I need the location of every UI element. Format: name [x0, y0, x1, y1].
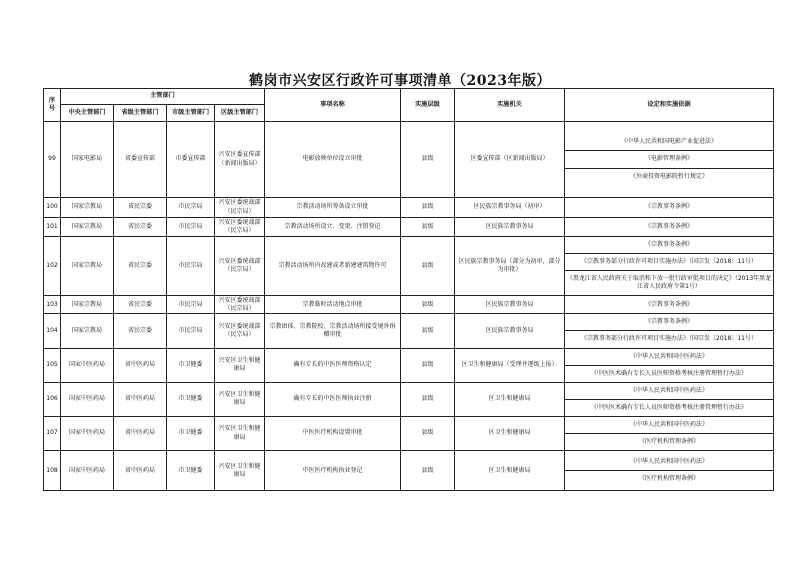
agency-cell: 区委宣传部（区新闻出版局） [455, 122, 565, 198]
district-cell: 兴安区委统战部（民宗局） [215, 237, 265, 296]
central-cell: 国家宗教局 [61, 218, 114, 237]
central-cell: 国家中医药局 [61, 348, 114, 382]
central-cell: 国家宗教局 [61, 198, 114, 218]
basis-item: 《中华人民共和国中医药法》 [629, 458, 708, 466]
permit-table [43, 88, 774, 491]
basis-item: 《医疗机构管理条例》 [565, 470, 774, 487]
header-seq: 序号 [44, 89, 61, 122]
table-row [44, 348, 774, 382]
district-cell: 兴安区委宣传部（新闻出版局） [215, 122, 265, 198]
header-basis: 设定和实施依据 [565, 89, 774, 122]
basis-item: 《黑龙江省人民政府关于取消和下放一批行政审批项目的决定》（2013年黑龙江省人民政府令第1号） [565, 270, 774, 295]
province-cell: 省中医药局 [114, 416, 167, 450]
seq-cell: 101 [44, 218, 61, 237]
district-cell: 兴安区卫生和健康局 [215, 382, 265, 416]
basis-item: 《宗教事务条例》 [644, 241, 693, 248]
basis-item: 《外商投资电影院暂行规定》 [565, 168, 774, 185]
basis-item: 《宗教事务条例》 [644, 318, 693, 326]
item-name-cell: 宗教活动场所设立、变更、注销登记 [265, 218, 401, 237]
table-row [44, 314, 774, 348]
basis-item: 《宗教事务条例》 [644, 222, 693, 230]
table-row [44, 122, 774, 198]
seq-cell: 103 [44, 296, 61, 314]
level-cell: 县级 [401, 451, 455, 491]
seq-cell: 102 [44, 237, 61, 296]
province-cell: 省委宣传部 [114, 122, 167, 198]
level-cell: 县级 [401, 348, 455, 382]
basis-cell [565, 314, 774, 348]
district-cell: 兴安区卫生和健康局 [215, 451, 265, 491]
basis-cell [565, 198, 774, 218]
seq-cell: 100 [44, 198, 61, 218]
basis-item: 《中华人民共和国中医药法》 [629, 386, 708, 394]
table-body [44, 122, 774, 491]
basis-cell [565, 237, 774, 296]
province-cell: 省中医药局 [114, 451, 167, 491]
province-cell: 省民宗委 [114, 198, 167, 218]
item-name-cell: 宗教活动场所内改建或者新建建筑物许可 [265, 237, 401, 296]
agency-cell: 区卫生和健康局 [455, 451, 565, 491]
agency-cell: 区民族宗教事务局 [455, 314, 565, 348]
district-cell: 兴安区委统战部（民宗局） [215, 296, 265, 314]
basis-item: 《中华人民共和国电影产业促进法》 [620, 138, 717, 146]
level-cell: 县级 [401, 382, 455, 416]
city-cell: 市卫健委 [167, 416, 215, 450]
basis-item: 《电影管理条例》 [565, 150, 774, 167]
province-cell: 省中医药局 [114, 382, 167, 416]
header-city: 市级主管部门 [167, 105, 215, 122]
agency-cell: 区卫生和健康局 [455, 382, 565, 416]
document-title: 鹤岗市兴安区行政许可事项清单（2023年版） [249, 73, 551, 89]
agency-cell: 区卫生和健康局（受理并逐级上报） [455, 348, 565, 382]
city-cell: 市民宗局 [167, 218, 215, 237]
basis-item: 《宗教事务条例》 [644, 300, 693, 308]
seq-cell: 105 [44, 348, 61, 382]
header-dept-group: 主管部门 [61, 89, 265, 105]
header-district: 区级主管部门 [215, 105, 265, 122]
item-name-cell: 电影放映单位设立审批 [265, 122, 401, 198]
basis-cell [565, 348, 774, 382]
basis-cell [565, 416, 774, 450]
province-cell: 省民宗委 [114, 237, 167, 296]
basis-cell [565, 122, 774, 198]
seq-cell: 107 [44, 416, 61, 450]
table-row [44, 296, 774, 314]
city-cell: 市民宗局 [167, 314, 215, 348]
level-cell: 县级 [401, 218, 455, 237]
table-row [44, 218, 774, 237]
item-name-cell: 确有专长的中医医师资格认定 [265, 348, 401, 382]
city-cell: 市民宗局 [167, 296, 215, 314]
header-agency: 实施机关 [455, 89, 565, 122]
district-cell: 兴安区委统战部（民宗局） [215, 198, 265, 218]
city-cell: 市民宗局 [167, 237, 215, 296]
basis-cell [565, 382, 774, 416]
level-cell: 县级 [401, 314, 455, 348]
city-cell: 市民宗局 [167, 198, 215, 218]
item-name-cell: 宗教临时活动地点审批 [265, 296, 401, 314]
agency-cell: 区民族宗教事务局 [455, 218, 565, 237]
basis-item: 《宗教事务部分行政许可项目实施办法》（国宗发〔2018〕11号） [565, 330, 774, 347]
level-cell: 县级 [401, 416, 455, 450]
header-level: 实施层级 [401, 89, 455, 122]
district-cell: 兴安区卫生和健康局 [215, 348, 265, 382]
central-cell: 国家宗教局 [61, 296, 114, 314]
central-cell: 国家中医药局 [61, 416, 114, 450]
central-cell: 国家宗教局 [61, 237, 114, 296]
agency-cell: 区民族宗教事务局 [455, 296, 565, 314]
province-cell: 省民宗委 [114, 314, 167, 348]
basis-item: 《中华人民共和国中医药法》 [629, 420, 708, 428]
table-row [44, 416, 774, 450]
level-cell: 县级 [401, 122, 455, 198]
seq-cell: 99 [44, 122, 61, 198]
city-cell: 市卫健委 [167, 451, 215, 491]
item-name-cell: 中医医疗机构设置审批 [265, 416, 401, 450]
item-name-cell: 宗教活动场所筹备设立审批 [265, 198, 401, 218]
district-cell: 兴安区委统战部（民宗局） [215, 218, 265, 237]
city-cell: 市卫健委 [167, 348, 215, 382]
header-item-name: 事项名称 [265, 89, 401, 122]
item-name-cell: 确有专长的中医医师执业注册 [265, 382, 401, 416]
central-cell: 国家宗教局 [61, 314, 114, 348]
basis-item: 《宗教事务条例》 [644, 203, 693, 211]
basis-item: 《中医医术确有专长人员医师资格考核注册管理暂行办法》 [565, 365, 774, 382]
table-row [44, 382, 774, 416]
basis-item: 《中医医术确有专长人员医师资格考核注册管理暂行办法》 [565, 399, 774, 416]
seq-cell: 106 [44, 382, 61, 416]
basis-item: 《宗教事务部分行政许可项目实施办法》（国宗发〔2018〕11号） [565, 253, 774, 270]
central-cell: 国家中医药局 [61, 382, 114, 416]
item-name-cell: 宗教团体、宗教院校、宗教活动场所接受境外捐赠审批 [265, 314, 401, 348]
district-cell: 兴安区卫生和健康局 [215, 416, 265, 450]
basis-item: 《医疗机构管理条例》 [565, 433, 774, 450]
header-province: 省级主管部门 [114, 105, 167, 122]
header-central: 中央主管部门 [61, 105, 114, 122]
table-row [44, 451, 774, 491]
level-cell: 县级 [401, 198, 455, 218]
basis-cell [565, 218, 774, 237]
basis-cell [565, 451, 774, 491]
province-cell: 省民宗委 [114, 218, 167, 237]
level-cell: 县级 [401, 237, 455, 296]
central-cell: 国家电影局 [61, 122, 114, 198]
basis-item: 《中华人民共和国中医药法》 [629, 352, 708, 360]
district-cell: 兴安区委统战部（民宗局） [215, 314, 265, 348]
seq-cell: 108 [44, 451, 61, 491]
city-cell: 市委宣传部 [167, 122, 215, 198]
city-cell: 市卫健委 [167, 382, 215, 416]
province-cell: 省民宗委 [114, 296, 167, 314]
seq-cell: 104 [44, 314, 61, 348]
level-cell: 县级 [401, 296, 455, 314]
agency-cell: 区卫生和健康局 [455, 416, 565, 450]
table-row [44, 198, 774, 218]
item-name-cell: 中医医疗机构执业登记 [265, 451, 401, 491]
agency-cell: 区民族宗教事务局（部分为初审，部分为审批） [455, 237, 565, 296]
table-row [44, 237, 774, 296]
agency-cell: 区民族宗教事务局（初审） [455, 198, 565, 218]
central-cell: 国家中医药局 [61, 451, 114, 491]
basis-cell [565, 296, 774, 314]
province-cell: 省中医药局 [114, 348, 167, 382]
